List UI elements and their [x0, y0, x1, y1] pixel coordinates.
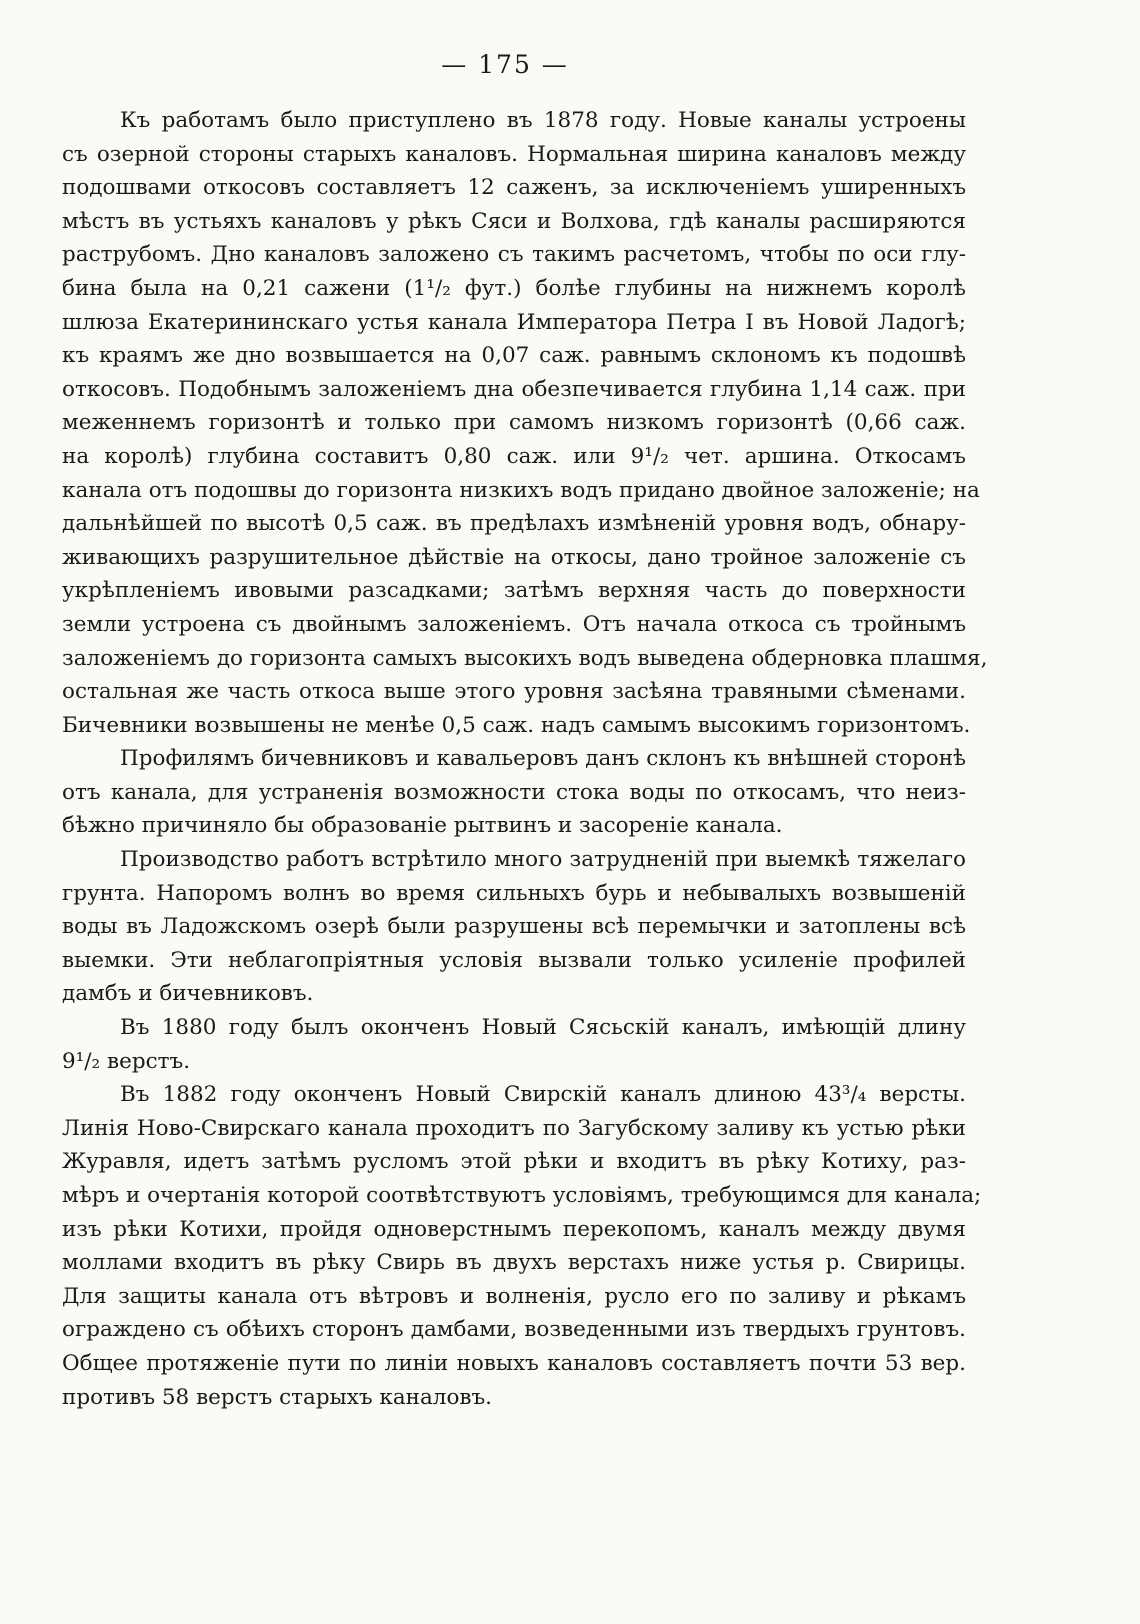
text-line: земли устроена съ двойнымъ заложеніемъ. Отъ начала откоса съ тройнымъ	[62, 611, 966, 637]
text-line: изъ рѣки Котихи, пройдя одноверстнымъ перекопомъ, каналъ между двумя	[62, 1216, 966, 1242]
text-line: откосовъ. Подобнымъ заложеніемъ дна обезпечивается глубина 1,14 саж. при	[62, 376, 966, 402]
paragraph	[62, 742, 966, 843]
text-line: Производство работъ встрѣтило много затрудненій при выемкѣ тяжелаго	[120, 847, 966, 873]
text-line: раструбомъ. Дно каналовъ заложено съ такимъ расчетомъ, чтобы по оси глу-	[62, 242, 966, 268]
text-line: Линія Ново-Свирскаго канала проходитъ по Загубскому заливу къ устью рѣки	[62, 1115, 966, 1141]
paragraph	[62, 843, 966, 1011]
text-line: Общее протяженіе пути по линіи новыхъ каналовъ составляетъ почти 53 вер.	[62, 1350, 966, 1376]
text-line: заложеніемъ до горизонта самыхъ высокихъ водъ выведена обдерновка плашмя,	[62, 645, 988, 671]
text-line: грунта. Напоромъ волнъ во время сильныхъ бурь и небывалыхъ возвышеній	[62, 880, 966, 906]
text-line: живающихъ разрушительное дѣйствіе на откосы, дано тройное заложеніе съ	[62, 544, 966, 570]
text-line: выемки. Эти неблагопріятныя условія вызвали только усиленіе профилей	[62, 947, 966, 973]
text-line: дамбъ и бичевниковъ.	[62, 981, 314, 1007]
text-line: отъ канала, для устраненія возможности стока воды по откосамъ, что неиз-	[62, 779, 966, 805]
text-line: Журавля, идетъ затѣмъ русломъ этой рѣки и входитъ въ рѣку Котиху, раз-	[62, 1149, 966, 1175]
text-line: мѣръ и очертанія которой соотвѣтствуютъ условіямъ, требующимся для канала;	[62, 1183, 982, 1208]
body-text	[62, 104, 988, 1414]
text-line: Для защиты канала отъ вѣтровъ и волненія, русло его по заливу и рѣкамъ	[62, 1283, 966, 1309]
text-line: бина была на 0,21 сажени (1¹/₂ фут.) болѣе глубины на нижнемъ королѣ	[62, 275, 966, 301]
text-line: меженнемъ горизонтѣ и только при самомъ низкомъ горизонтѣ (0,66 саж.	[62, 410, 966, 436]
text-line: воды въ Ладожскомъ озерѣ были разрушены всѣ перемычки и затоплены всѣ	[62, 914, 966, 940]
text-line: Въ 1882 году оконченъ Новый Свирскій каналъ длиною 43³/₄ версты.	[120, 1082, 966, 1108]
text-line: моллами входитъ въ рѣку Свирь въ двухъ верстахъ ниже устья р. Свирицы.	[62, 1250, 966, 1276]
paragraph	[62, 104, 988, 742]
page-number: — 175 —	[441, 50, 569, 79]
text-line: ограждено съ обѣихъ сторонъ дамбами, возведенными изъ твердыхъ грунтовъ.	[62, 1317, 966, 1343]
text-line: противъ 58 верстъ старыхъ каналовъ.	[62, 1384, 492, 1410]
text-line: съ озерной стороны старыхъ каналовъ. Нормальная ширина каналовъ между	[62, 141, 966, 167]
text-line: Въ 1880 году былъ оконченъ Новый Сясьскій каналъ, имѣющій длину	[120, 1015, 966, 1041]
text-line: бѣжно причиняло бы образованіе рытвинъ и засореніе канала.	[62, 813, 783, 839]
text-line: мѣстъ въ устьяхъ каналовъ у рѣкъ Сяси и Волхова, гдѣ каналы расширяются	[62, 208, 966, 234]
text-line: дальнѣйшей по высотѣ 0,5 саж. въ предѣлахъ измѣненій уровня водъ, обнару-	[62, 511, 966, 537]
text-line: Профилямъ бичевниковъ и кавальеровъ данъ склонъ къ внѣшней сторонѣ	[120, 746, 966, 772]
text-line: подошвами откосовъ составляетъ 12 саженъ, за исключеніемъ уширенныхъ	[62, 175, 966, 201]
text-line: Бичевники возвышены не менѣе 0,5 саж. надъ самымъ высокимъ горизонтомъ.	[62, 712, 971, 738]
text-line: канала отъ подошвы до горизонта низкихъ водъ придано двойное заложеніе; на	[62, 477, 980, 503]
paragraph	[62, 1078, 982, 1414]
text-line: Къ работамъ было приступлено въ 1878 году. Новые каналы устроены	[120, 108, 966, 133]
text-line: 9¹/₂ верстъ.	[62, 1048, 191, 1074]
text-line: укрѣпленіемъ ивовыми разсадками; затѣмъ верхняя часть до поверхности	[62, 578, 966, 604]
text-line: остальная же часть откоса выше этого уровня засѣяна травяными сѣменами.	[62, 679, 966, 705]
text-line: шлюза Екатерининскаго устья канала Императора Петра I въ Новой Ладогѣ;	[62, 309, 966, 335]
text-line: къ краямъ же дно возвышается на 0,07 саж. равнымъ склономъ къ подошвѣ	[62, 343, 966, 369]
text-line: на королѣ) глубина составитъ 0,80 саж. или 9¹/₂ чет. аршина. Откосамъ	[62, 443, 966, 469]
paragraph	[62, 1011, 966, 1078]
